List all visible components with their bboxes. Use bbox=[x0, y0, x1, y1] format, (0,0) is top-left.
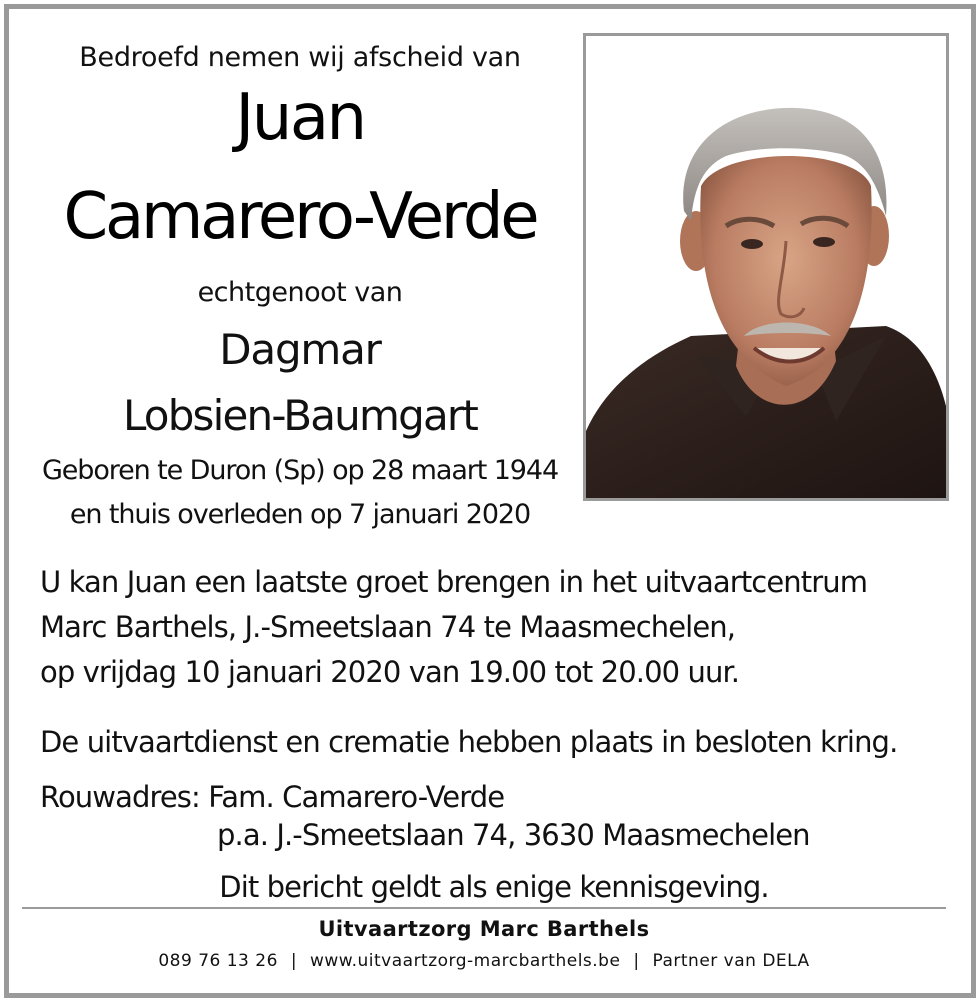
footer-separator: | bbox=[290, 951, 298, 971]
footer-website-link[interactable]: www.uitvaartzorg-marcbarthels.be bbox=[309, 951, 621, 971]
footer-partner: Partner van DELA bbox=[652, 951, 810, 971]
mourning-address-line-1: Rouwadres: Fam. Camarero-Verde bbox=[40, 780, 505, 814]
footer-phone: 089 76 13 26 bbox=[158, 951, 278, 971]
footer-divider bbox=[22, 907, 946, 909]
spouse-first-name: Dagmar bbox=[219, 325, 381, 374]
footer-separator: | bbox=[633, 951, 640, 971]
footer-contact bbox=[0, 951, 968, 971]
portrait-photo-icon bbox=[586, 36, 946, 498]
spouse-label: echtgenoot van bbox=[197, 277, 403, 308]
deceased-first-name: Juan bbox=[235, 81, 365, 155]
service-notice: De uitvaartdienst en crematie hebben plaats in besloten kring. bbox=[40, 725, 898, 759]
closing-notice: Dit bericht geldt als enige kennisgeving. bbox=[219, 870, 769, 904]
birth-info: Geboren te Duron (Sp) op 28 maart 1944 bbox=[41, 455, 559, 486]
portrait-photo bbox=[583, 33, 949, 501]
visitation-line-1: U kan Juan een laatste groet brengen in het uitvaartcentrum bbox=[40, 565, 868, 599]
mourning-address-line-2: p.a. J.-Smeetslaan 74, 3630 Maasmechelen bbox=[217, 818, 810, 852]
death-info: en thuis overleden op 7 januari 2020 bbox=[69, 499, 531, 530]
spouse-last-name: Lobsien-Baumgart bbox=[122, 391, 478, 440]
visitation-line-2: Marc Barthels, J.-Smeetslaan 74 te Maasmechelen, bbox=[40, 610, 736, 644]
intro-text: Bedroefd nemen wij afscheid van bbox=[79, 42, 521, 73]
visitation-line-3: op vrijdag 10 januari 2020 van 19.00 tot 20.00 uur. bbox=[40, 655, 740, 689]
funeral-home-name: Uitvaartzorg Marc Barthels bbox=[318, 917, 650, 941]
deceased-last-name: Camarero-Verde bbox=[63, 180, 537, 254]
